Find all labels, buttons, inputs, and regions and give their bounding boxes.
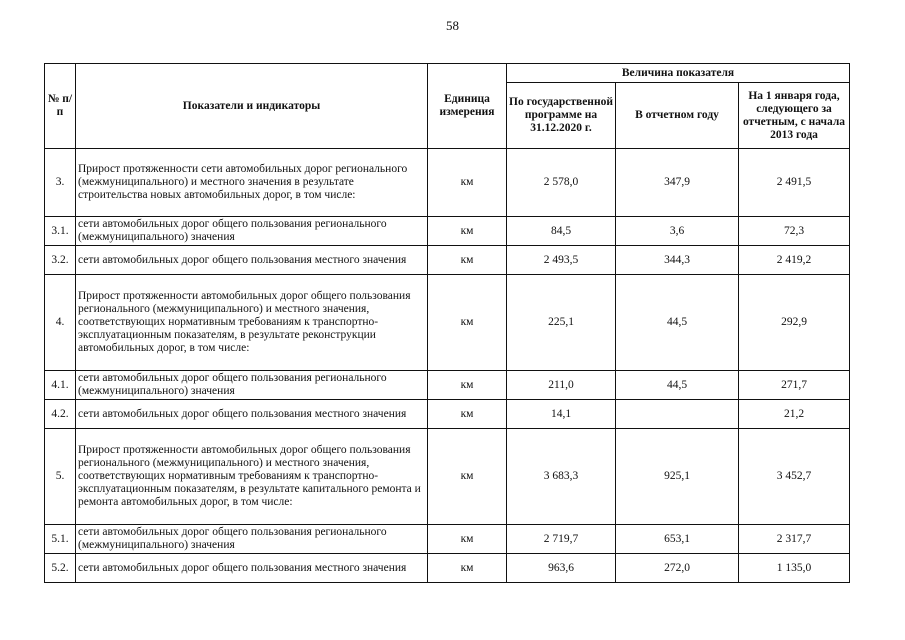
- row-indicator: сети автомобильных дорог общего пользования регионального (межмуниципального) значения: [76, 217, 428, 246]
- row-indicator: сети автомобильных дорог общего пользования местного значения: [76, 554, 428, 583]
- row-total-value: 2 317,7: [739, 525, 850, 554]
- table-row: [45, 371, 850, 400]
- header-program: По государственной программе на 31.12.2020 г.: [507, 83, 616, 149]
- row-unit: км: [428, 525, 507, 554]
- row-program-value: 2 493,5: [507, 246, 616, 275]
- row-indicator: Прирост протяженности автомобильных дорог общего пользования регионального (межмуниципального) и местного значения, соответствующих нормативным требованиям к транспортно-эксплуатационным показателям, в результате реконструкции автомобильных дорог, в том числе:: [76, 275, 428, 371]
- header-since-2013: На 1 января года, следующего за отчетным, с начала 2013 года: [739, 83, 850, 149]
- indicators-table: [44, 63, 850, 583]
- row-number: 4.1.: [45, 371, 76, 400]
- header-num: № п/п: [45, 64, 76, 149]
- row-total-value: 271,7: [739, 371, 850, 400]
- row-number: 3.: [45, 149, 76, 217]
- table-row: [45, 217, 850, 246]
- row-indicator: Прирост протяженности сети автомобильных дорог регионального (межмуниципального) и местного значения в результате строительства новых автомобильных дорог, в том числе:: [76, 149, 428, 217]
- row-unit: км: [428, 246, 507, 275]
- row-total-value: 21,2: [739, 400, 850, 429]
- row-indicator: сети автомобильных дорог общего пользования местного значения: [76, 246, 428, 275]
- row-number: 5.: [45, 429, 76, 525]
- table-row: [45, 400, 850, 429]
- header-reporting-year: В отчетном году: [616, 83, 739, 149]
- table-row: [45, 525, 850, 554]
- row-year-value: 344,3: [616, 246, 739, 275]
- row-program-value: 225,1: [507, 275, 616, 371]
- row-year-value: 44,5: [616, 371, 739, 400]
- row-year-value: 347,9: [616, 149, 739, 217]
- table-row: [45, 429, 850, 525]
- row-indicator: сети автомобильных дорог общего пользования местного значения: [76, 400, 428, 429]
- row-indicator: сети автомобильных дорог общего пользования регионального (межмуниципального) значения: [76, 525, 428, 554]
- table-row: [45, 246, 850, 275]
- row-indicator: Прирост протяженности автомобильных дорог общего пользования регионального (межмуниципального) и местного значения, соответствующих нормативным требованиям к транспортно-эксплуатационным показателям, в результате капитального ремонта и ремонта автомобильных дорог, в том числе:: [76, 429, 428, 525]
- row-program-value: 14,1: [507, 400, 616, 429]
- row-unit: км: [428, 429, 507, 525]
- row-program-value: 211,0: [507, 371, 616, 400]
- row-indicator: сети автомобильных дорог общего пользования регионального (межмуниципального) значения: [76, 371, 428, 400]
- row-unit: км: [428, 554, 507, 583]
- row-total-value: 292,9: [739, 275, 850, 371]
- header-indicators: Показатели и индикаторы: [76, 64, 428, 149]
- row-year-value: 653,1: [616, 525, 739, 554]
- row-number: 3.2.: [45, 246, 76, 275]
- header-unit: Единица измерения: [428, 64, 507, 149]
- row-total-value: 1 135,0: [739, 554, 850, 583]
- row-number: 3.1.: [45, 217, 76, 246]
- row-year-value: 272,0: [616, 554, 739, 583]
- header-value-group: Величина показателя: [507, 64, 850, 83]
- row-unit: км: [428, 217, 507, 246]
- table-row: [45, 275, 850, 371]
- row-program-value: 3 683,3: [507, 429, 616, 525]
- row-total-value: 72,3: [739, 217, 850, 246]
- row-year-value: 925,1: [616, 429, 739, 525]
- row-total-value: 2 491,5: [739, 149, 850, 217]
- row-year-value: 44,5: [616, 275, 739, 371]
- row-year-value: 3,6: [616, 217, 739, 246]
- row-number: 4.2.: [45, 400, 76, 429]
- row-program-value: 963,6: [507, 554, 616, 583]
- row-unit: км: [428, 371, 507, 400]
- row-program-value: 2 719,7: [507, 525, 616, 554]
- row-total-value: 2 419,2: [739, 246, 850, 275]
- row-program-value: 2 578,0: [507, 149, 616, 217]
- row-number: 4.: [45, 275, 76, 371]
- row-unit: км: [428, 400, 507, 429]
- row-number: 5.1.: [45, 525, 76, 554]
- row-unit: км: [428, 149, 507, 217]
- row-unit: км: [428, 275, 507, 371]
- row-number: 5.2.: [45, 554, 76, 583]
- row-program-value: 84,5: [507, 217, 616, 246]
- table-row: [45, 554, 850, 583]
- table-row: [45, 149, 850, 217]
- row-year-value: [616, 400, 739, 429]
- row-total-value: 3 452,7: [739, 429, 850, 525]
- page-number: 58: [446, 18, 459, 33]
